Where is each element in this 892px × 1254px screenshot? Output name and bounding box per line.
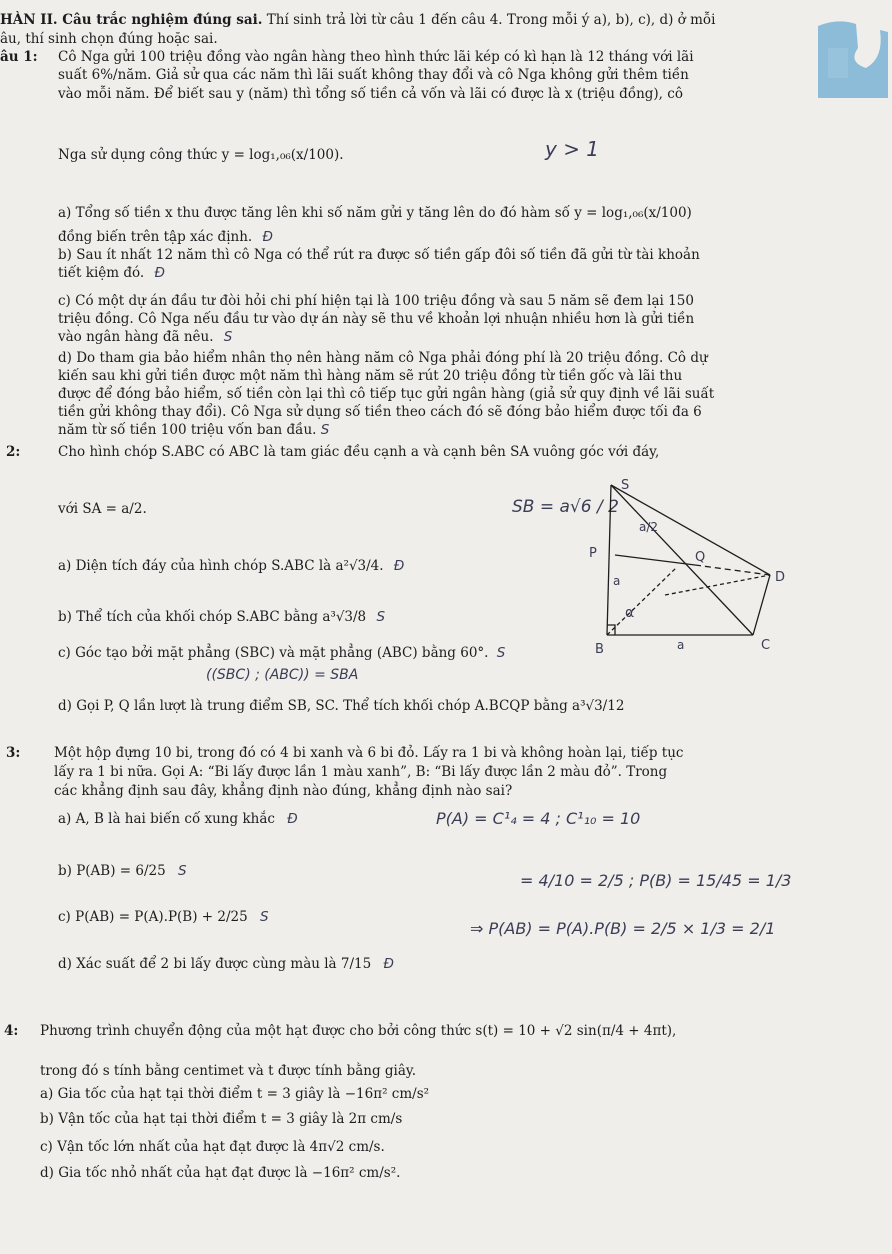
q3-stem-line: Một hộp đựng 10 bi, trong đó có 4 bi xanh và 6 bi đỏ. Lấy ra 1 bi và không hoàn lại, tiếp tục: [54, 745, 684, 761]
dashed-line: [695, 565, 770, 575]
label-alpha: α: [625, 605, 635, 621]
q2-a-mark: Đ: [393, 558, 405, 574]
q1-a-mark: Đ: [262, 229, 273, 245]
pyramid-figure: [585, 475, 810, 655]
q1-option-c-cont: vào ngân hàng đã nêu. S: [58, 329, 233, 345]
q2-b-mark: S: [376, 609, 386, 625]
label-B: B: [595, 642, 604, 655]
q2-option-a: a) Diện tích đáy của hình chóp S.ABC là a²√3/4. Đ: [58, 558, 405, 574]
edge-DC: [753, 575, 770, 635]
q1-handwritten-note: y > 1: [545, 137, 600, 161]
q4-option-c: c) Vận tốc lớn nhất của hạt đạt được là 4π√2 cm/s.: [40, 1139, 385, 1155]
edge-SD: [611, 485, 770, 575]
q3-option-b: b) P(AB) = 6/25 S: [58, 863, 187, 879]
part-instructions: Thí sinh trả lời từ câu 1 đến câu 4. Trong mỗi ý a), b), c), d) ở mỗi: [266, 12, 716, 28]
q1-option-b: b) Sau ít nhất 12 năm thì cô Nga có thể rút ra được số tiền gấp đôi số tiền đã gửi từ tài khoản: [58, 247, 700, 263]
q3-option-d: d) Xác suất để 2 bi lấy được cùng màu là 7/15 Đ: [58, 956, 394, 972]
label-side-a: a: [613, 574, 621, 588]
q4-option-a: a) Gia tốc của hạt tại thời điểm t = 3 giây là −16π² cm/s²: [40, 1086, 430, 1102]
q1-option-d: d) Do tham gia bảo hiểm nhân thọ nên hàng năm cô Nga phải đóng phí là 20 triệu đồng. Cô dự: [58, 350, 708, 366]
q1-option-c-cont: triệu đồng. Cô Nga nếu đầu tư vào dự án này sẽ thu về khoản lợi nhuận nhiều hơn là gửi tiền: [58, 311, 695, 327]
q1-c-mark: S: [223, 329, 233, 345]
corner-logo-icon: [808, 18, 888, 98]
q1-option-c: c) Có một dự án đầu tư đòi hỏi chi phí hiện tại là 100 triệu đồng và sau 5 năm sẽ đem lại 150: [58, 293, 694, 309]
q1-stem-line: Cô Nga gửi 100 triệu đồng vào ngân hàng theo hình thức lãi kép có kì hạn là 12 tháng với lãi: [58, 49, 694, 65]
q3-handwritten-work: ⇒ P(AB) = P(A).P(B) = 2/5 × 1/3 = 2/1: [470, 919, 776, 938]
q2-stem-line: với SA = a/2.: [58, 501, 147, 517]
q1-option-d-cont: được để đóng bảo hiểm, số tiền còn lại thì cô tiếp tục gửi ngân hàng (giả sử quy định về lãi suất: [58, 386, 715, 402]
label-P: P: [589, 546, 597, 561]
q4-stem-line: Phương trình chuyển động của một hạt được cho bởi công thức s(t) = 10 + √2 sin(π/4 + 4πt),: [40, 1023, 677, 1039]
q3-handwritten-work: = 4/10 = 2/5 ; P(B) = 15/45 = 1/3: [520, 871, 792, 890]
q1-stem-line: vào mỗi năm. Để biết sau y (năm) thì tổng số tiền cả vốn và lãi có được là x (triệu đồng), cô: [58, 86, 683, 102]
label-bottom-a: a: [677, 638, 685, 652]
q3-b-mark: S: [178, 863, 187, 879]
label-C: C: [761, 638, 771, 653]
q2-handwritten-sb: SB = a√6 / 2: [512, 497, 619, 517]
q2-label: 2:: [6, 444, 21, 460]
q3-stem-line: các khẳng định sau đây, khẳng định nào đúng, khẳng định nào sai?: [54, 783, 513, 799]
q2-option-b: b) Thể tích của khối chóp S.ABC bằng a³√3/8 S: [58, 609, 386, 625]
q2-stem-line: Cho hình chóp S.ABC có ABC là tam giác đều cạnh a và cạnh bên SA vuông góc với đáy,: [58, 444, 660, 460]
q2-handwritten-angle: ((SBC) ; (ABC)) = SBA: [206, 667, 359, 683]
q4-label: 4:: [4, 1023, 19, 1039]
q3-c-mark: S: [260, 909, 269, 925]
q1-option-a-cont: đồng biến trên tập xác định. Đ: [58, 229, 273, 245]
line-PQ: [615, 555, 695, 565]
label-half: a/2: [639, 520, 659, 534]
label-Q: Q: [695, 550, 706, 565]
q1-option-b-cont: tiết kiệm đó. Đ: [58, 265, 165, 281]
q4-option-b: b) Vận tốc của hạt tại thời điểm t = 3 giây là 2π cm/s: [40, 1111, 403, 1127]
part-instructions-cont: âu, thí sinh chọn đúng hoặc sai.: [0, 31, 218, 47]
q1-option-d-cont: tiền gửi không thay đổi). Cô Nga sử dụng số tiền theo cách đó sẽ đóng bảo hiểm được tối đa 6: [58, 404, 702, 420]
q1-stem-line: suất 6%/năm. Giả sử qua các năm thì lãi suất không thay đổi và cô Nga không gửi thêm tiền: [58, 67, 689, 83]
q2-option-c: c) Góc tạo bởi mặt phẳng (SBC) và mặt phẳng (ABC) bằng 60°. S: [58, 645, 506, 661]
q1-formula-line: Nga sử dụng công thức y = log₁,₀₆(x/100).: [58, 147, 344, 163]
part-header: [0, 11, 715, 29]
q3-label: 3:: [6, 745, 21, 761]
q1-b-mark: Đ: [154, 265, 165, 281]
q1-option-d-cont: kiến sau khi gửi tiền được một năm thì hàng năm sẽ rút 20 triệu đồng từ tiền gốc và lãi thu: [58, 368, 683, 384]
label-S: S: [621, 478, 630, 493]
q3-option-a: a) A, B là hai biến cố xung khắc Đ: [58, 811, 298, 827]
q1-option-d-cont: năm từ số tiền 100 triệu vốn ban đầu. S: [58, 422, 330, 438]
q4-option-d: d) Gia tốc nhỏ nhất của hạt đạt được là −16π² cm/s².: [40, 1165, 401, 1181]
q3-option-c: c) P(AB) = P(A).P(B) + 2/25 S: [58, 909, 269, 925]
q2-c-mark: S: [496, 645, 506, 661]
q1-label: âu 1:: [0, 49, 38, 65]
q1-option-a: a) Tổng số tiền x thu được tăng lên khi số năm gửi y tăng lên do đó hàm số y = log₁,₀₆(x/100): [58, 205, 692, 221]
label-D: D: [775, 570, 786, 585]
dashed-line: [665, 575, 770, 595]
q3-handwritten-work: P(A) = C¹₄ = 4 ; C¹₁₀ = 10: [436, 809, 641, 828]
q1-d-mark: S: [320, 422, 330, 438]
q3-a-mark: Đ: [287, 811, 298, 827]
q3-stem-line: lấy ra 1 bi nữa. Gọi A: “Bi lấy được lần 1 màu xanh”, B: “Bi lấy được lần 2 màu đỏ”. Trong: [54, 764, 668, 780]
q3-d-mark: Đ: [383, 956, 394, 972]
q4-stem-line: trong đó s tính bằng centimet và t được tính bằng giây.: [40, 1063, 417, 1079]
q2-option-d: d) Gọi P, Q lần lượt là trung điểm SB, SC. Thể tích khối chóp A.BCQP bằng a³√3/12: [58, 698, 625, 714]
part-title: HÀN II. Câu trắc nghiệm đúng sai.: [0, 12, 263, 28]
edge-SA: [607, 485, 611, 635]
